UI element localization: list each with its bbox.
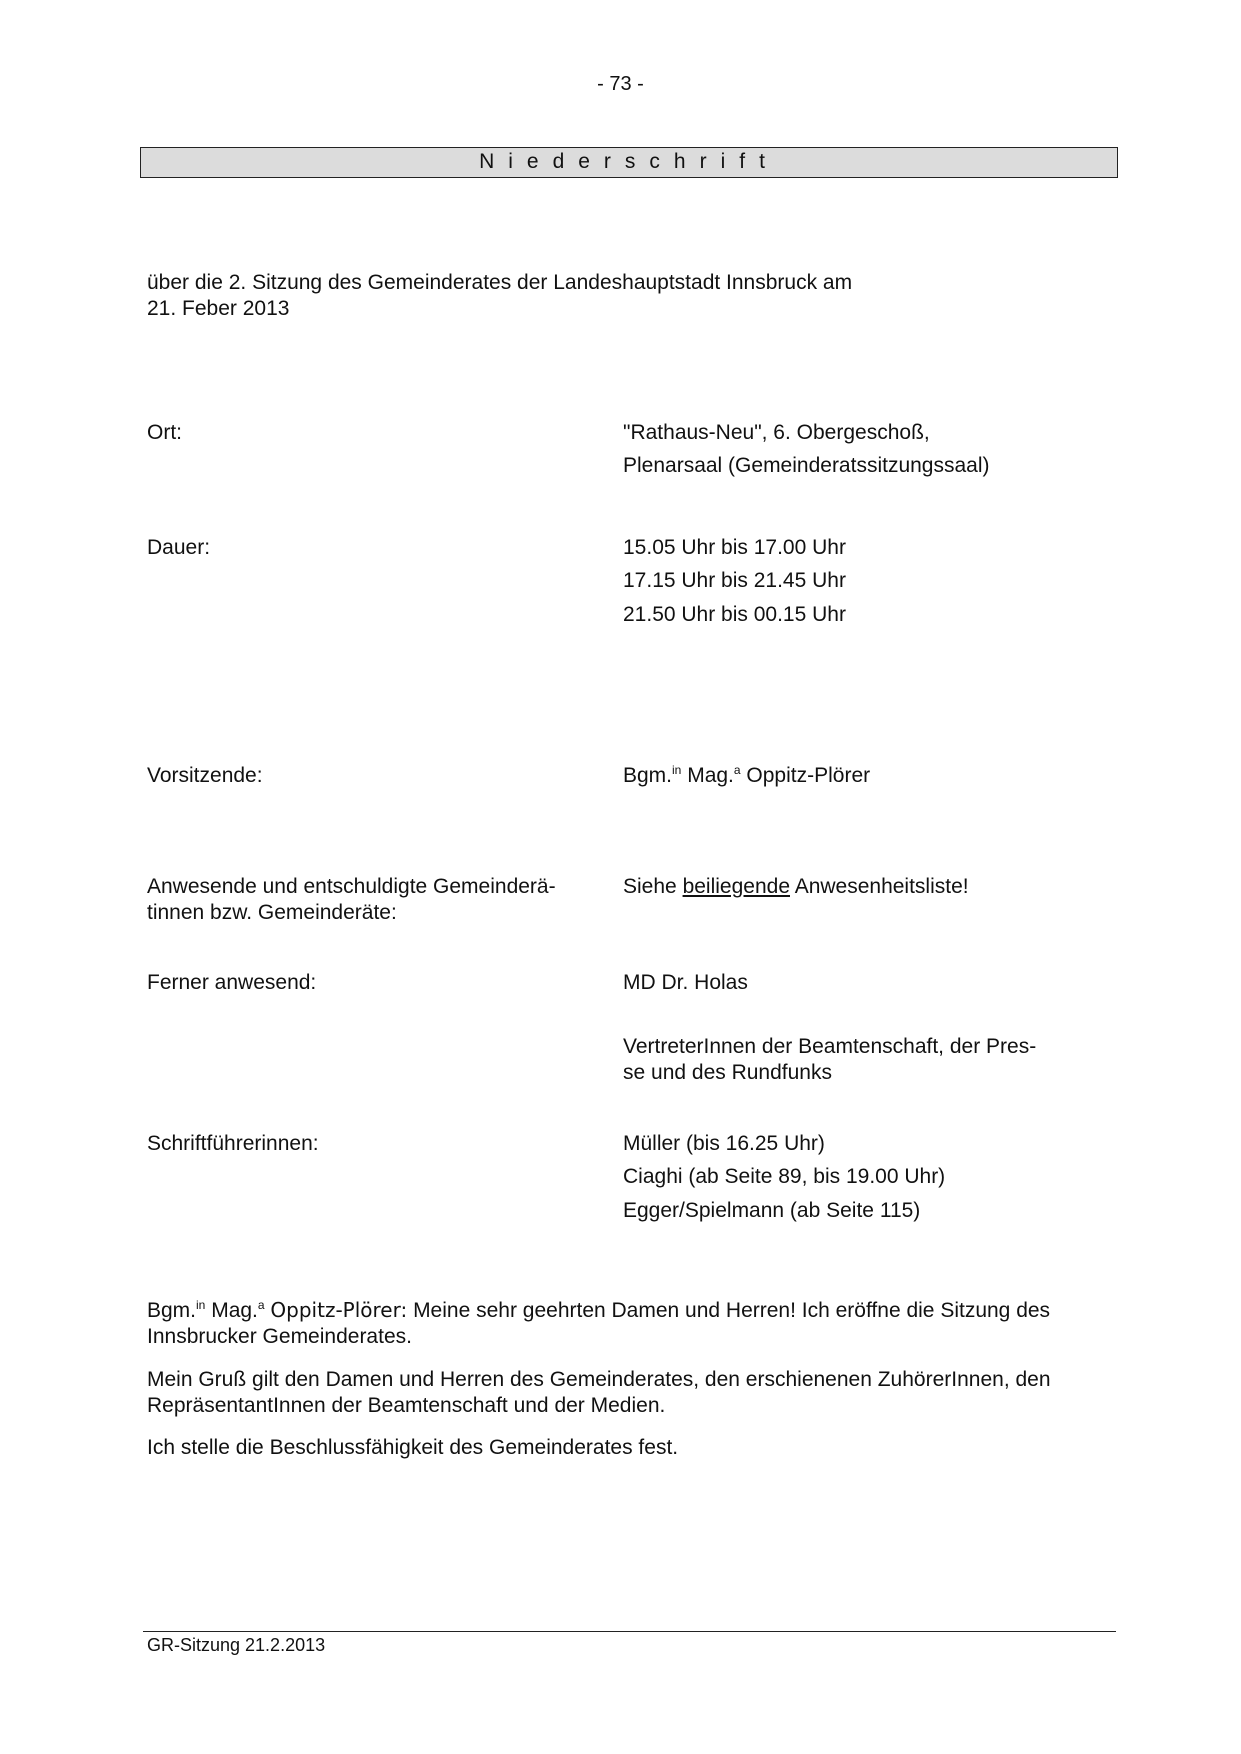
speech-paragraph-2: Mein Gruß gilt den Damen und Herren des Gemeinderates, den erschienenen ZuhörerInnen, den RepräsentantInnen der Beamtenschaft und der Medien. [147,1367,1051,1417]
vorsitzende-mag: Mag. [687,764,734,787]
vorsitzende-bgm-sup: in [672,763,682,777]
ort-line-2: Plenarsaal (Gemeinderatssitzungssaal) [623,454,990,478]
dauer-line-1: 15.05 Uhr bis 17.00 Uhr [623,536,846,559]
intro-line-2: 21. Feber 2013 [147,297,290,321]
speaker-bgm-sup: in [196,1298,206,1312]
anwesende-pre: Siehe [623,875,677,898]
schrift-line-2: Ciaghi (ab Seite 89, bis 19.00 Uhr) [623,1165,946,1189]
dauer-line-3: 21.50 Uhr bis 00.15 Uhr [623,602,846,626]
anwesende-label [147,874,607,927]
speech-paragraph-1 [147,1298,1107,1351]
footer-divider [143,1631,1116,1632]
vorsitzende-mag-sup: a [733,763,741,777]
vorsitzende-label: Vorsitzende: [147,764,263,787]
anwesende-underlined: beiliegende [682,875,790,898]
speech-section [147,1298,1107,1477]
speaker-bgm: Bgm. [147,1299,197,1322]
speech-paragraph-3: Ich stelle die Beschlussfähigkeit des Gemeinderates fest. [147,1436,679,1459]
document-title: Niederschrift [140,147,1118,178]
speaker-mag-sup: a [257,1298,265,1312]
ferner-label: Ferner anwesend: [147,971,317,994]
schrift-label: Schriftführerinnen: [147,1132,319,1155]
schrift-line-3: Egger/Spielmann (ab Seite 115) [623,1198,921,1222]
intro-text [147,270,1047,323]
anwesende-label-line-1: Anwesende und entschuldigte Gemeinderä- [147,875,556,898]
anwesende-post: Anwesenheitsliste! [794,875,969,898]
anwesende-value [623,874,1103,900]
intro-line-1: über die 2. Sitzung des Gemeinderates der Landeshauptstadt Innsbruck am [147,271,853,294]
schrift-line-1: Müller (bis 16.25 Uhr) [623,1132,825,1155]
dauer-line-2: 17.15 Uhr bis 21.45 Uhr [623,569,846,593]
schrift-value [623,1131,1103,1231]
speaker-mag: Mag. [211,1299,258,1322]
page-number: - 73 - [597,73,644,95]
ferner-details [623,1034,1103,1087]
footer-text: GR-Sitzung 21.2.2013 [147,1635,326,1655]
ferner-line-2: VertreterInnen der Beamtenschaft, der Pres- [623,1035,1037,1058]
ferner-line-1: MD Dr. Holas [623,971,748,994]
dauer-value [623,535,1103,635]
ort-value [623,420,1103,487]
speech-text-1: Meine sehr geehrten Damen und Herren! Ich eröffne die Sitzung des Innsbrucker Gemeinderates. [147,1299,1051,1349]
vorsitzende-value [623,763,1103,789]
vorsitzende-name: Oppitz-Plörer [746,764,871,787]
dauer-label: Dauer: [147,536,211,559]
anwesende-label-line-2: tinnen bzw. Gemeinderäte: [147,901,397,925]
ort-label: Ort: [147,421,182,444]
speaker-name: Oppitz-Plörer: [270,1298,408,1322]
ort-line-1: "Rathaus-Neu", 6. Obergeschoß, [623,421,930,444]
vorsitzende-bgm: Bgm. [623,764,673,787]
ferner-line-3: se und des Rundfunks [623,1061,832,1085]
